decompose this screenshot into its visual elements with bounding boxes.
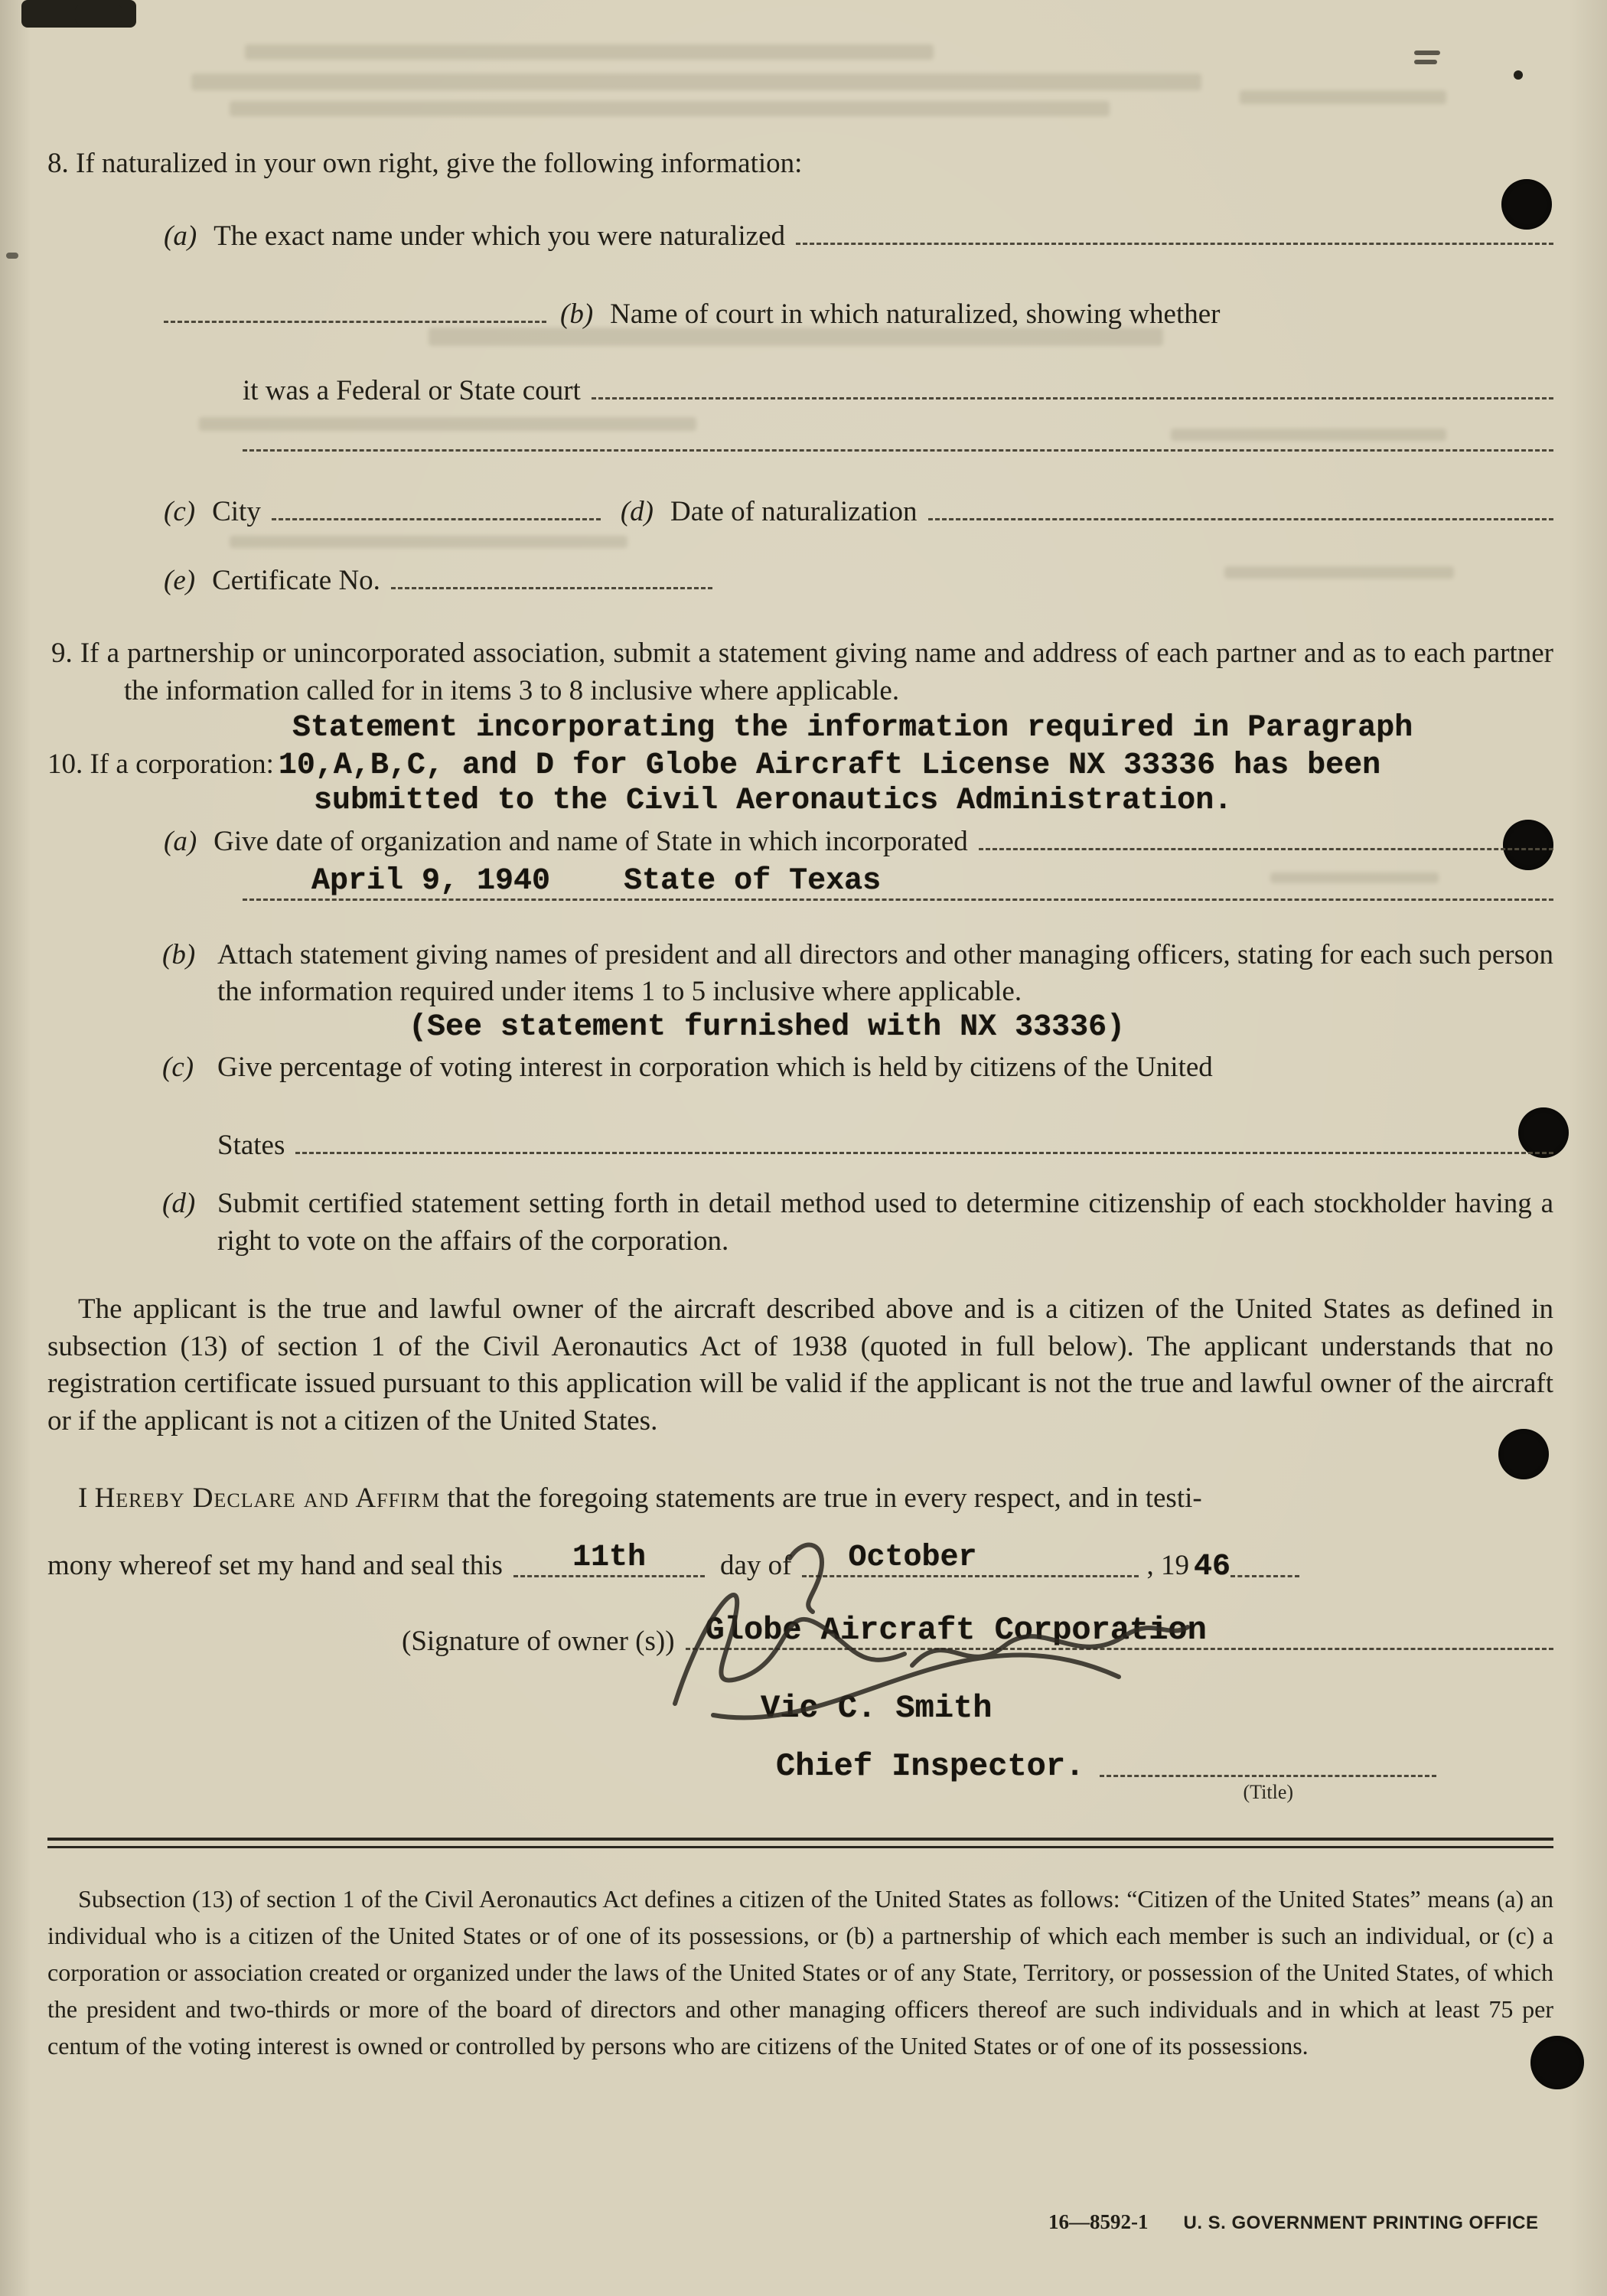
item-8b-blank-row (243, 449, 1553, 457)
bleedthrough (191, 73, 1201, 90)
typed-statement-note: (See statement furnished with NX 33336) (409, 1010, 1126, 1045)
item-8b-blank (592, 397, 1553, 400)
item-8b-cont-row (243, 377, 1553, 405)
affirm-line2-pre: mony whereof set my hand and seal this (47, 1549, 503, 1581)
item-8a-text: The exact name under which you were naturalized (214, 220, 786, 252)
item-10d-paragraph (162, 1186, 1553, 1261)
item-10a-label: (a) (164, 825, 197, 857)
month-blank (802, 1540, 1139, 1577)
item-8e-label: (e) (164, 565, 196, 596)
scan-smudge (6, 253, 18, 259)
owner-declaration-paragraph: The applicant is the true and lawful owner of the aircraft described above and is a citizen of the United States as defined in subsection (13) of section 1 of the Civil Aeronautics Act of 1938 (quoted in full below). The applicant understands that no registration certificate issued pursuant to this application will be valid if the applicant is not the true and lawful owner of the aircraft or if the applicant is not a citizen of the United States. (47, 1293, 1553, 1437)
item-8e-row (164, 566, 1553, 595)
item-8d-text: Date of naturalization (670, 496, 918, 527)
item-10b-label: (b) (162, 938, 196, 970)
item-10c-answer-row (217, 1130, 1553, 1162)
item-8d-blank (928, 518, 1553, 520)
item-8c-label: (c) (164, 496, 196, 527)
title-row (776, 1747, 1553, 1803)
item-10a-text: Give date of organization and name of State in which incorporated (214, 825, 968, 857)
typed-signer-name: Vic C. Smith (761, 1689, 993, 1727)
signature-label: (Signature of owner (s)) (402, 1625, 675, 1657)
item-8-heading: 8. If naturalized in your own right, give the following information: (47, 148, 803, 179)
title-caption: (Title) (1243, 1780, 1294, 1803)
item-8cd-row (164, 497, 1553, 526)
typed-day: 11th (572, 1540, 646, 1575)
item-8a-row (164, 222, 1553, 250)
item-10c-blank (295, 1152, 1553, 1154)
bleedthrough (245, 44, 934, 60)
year-blank (1231, 1575, 1299, 1577)
scan-smudge (1514, 70, 1523, 80)
item-10b-paragraph (162, 937, 1553, 1012)
item-10b-text: Attach statement giving names of president and all directors and other managing officers, stating for each such person the information required under items 1 to 5 inclusive where applicable. (217, 938, 1553, 1008)
item-8d-label: (d) (620, 496, 654, 527)
item-10a-answer-blank (243, 863, 1553, 901)
item-8c-blank (272, 518, 601, 520)
item-8e-blank (391, 587, 712, 589)
item-10-intro-row (47, 750, 1553, 781)
item-10a-answer-row (243, 863, 1553, 906)
typed-date-state: April 9, 1940 State of Texas (311, 863, 882, 899)
item-10d-label: (d) (162, 1188, 196, 1220)
item-8b-cont-text: it was a Federal or State court (243, 375, 581, 406)
signature-blank (686, 1611, 1553, 1650)
affirm-lead: I (78, 1482, 95, 1515)
item-10a-blank (979, 848, 1553, 850)
year-prefix: , 19 (1146, 1549, 1189, 1581)
item-8c-text: City (212, 496, 261, 527)
typed-statement-line3: submitted to the Civil Aeronautics Administration. (314, 783, 1233, 818)
signature-row (402, 1611, 1553, 1657)
section-divider-rule (47, 1838, 1553, 1848)
typed-month: October (848, 1540, 977, 1575)
item-9-paragraph: 9. If a partnership or unincorporated association, submit a statement giving name and address of each partner and as to each partner the information called for in items 3 to 8 inclusive where applicable. (51, 638, 1553, 706)
item-8a-label: (a) (164, 220, 197, 252)
title-blank (1100, 1775, 1436, 1803)
scan-smudge (1414, 60, 1437, 64)
day-of-text: day of (719, 1549, 792, 1581)
form-content (47, 149, 1553, 2064)
typed-statement-line1: Statement incorporating the information required in Paragraph (292, 710, 1413, 745)
item-8b-label: (b) (560, 298, 594, 330)
typed-statement-line2: 10,A,B,C, and D for Globe Aircraft License NX 33336 has been (278, 748, 1381, 783)
item-10c-cont: States (217, 1130, 285, 1162)
typed-signer-title: Chief Inspector. (776, 1747, 1085, 1785)
item-10c-label: (c) (162, 1052, 194, 1084)
item-10a-row (164, 827, 1553, 856)
day-blank (513, 1540, 705, 1577)
item-10-intro: 10. If a corporation: (47, 748, 274, 780)
affirmation-date-row (47, 1540, 1553, 1584)
scan-smudge (75, 5, 122, 24)
item-10d-text: Submit certified statement setting forth in detail method used to determine citizenship of each stockholder having a right to vote on the affairs of the corporation. (217, 1188, 1553, 1257)
printing-office-label: U. S. GOVERNMENT PRINTING OFFICE (1183, 2213, 1539, 2233)
item-8b-row (164, 300, 1553, 328)
gpo-footer (1048, 2210, 1539, 2234)
affirm-smallcaps: Hereby Declare and Affirm (94, 1482, 441, 1515)
item-8b-text: Name of court in which naturalized, showing whether (610, 298, 1221, 330)
typed-company: Globe Aircraft Corporation (705, 1611, 1207, 1649)
item-8b-blank2 (243, 449, 1553, 452)
bleedthrough (1240, 90, 1446, 104)
affirm-rest: that the foregoing statements are true in every respect, and in testi- (440, 1482, 1202, 1515)
subsection-definition-paragraph: Subsection (13) of section 1 of the Civil Aeronautics Act defines a citizen of the United States as follows: “Citizen of the United States” means (a) an individual who is a citizen of the United States or of one of its possessions, or (b) a partnership of which each member is such an individual, or (c) a corporation or association created or organized under the laws of the United States or of any State, Territory, or possession of the United States, of which the president and two-thirds or more of the board of directors and other managing officers thereof are such individuals and in which at least 75 per centum of the voting interest is owned or controlled by persons who are citizens of the United States or of one of its possessions. (47, 1884, 1553, 2060)
item-10c-text: Give percentage of voting interest in corporation which is held by citizens of the United (217, 1052, 1213, 1084)
scan-smudge (1414, 51, 1440, 55)
item-8e-text: Certificate No. (212, 565, 380, 596)
bleedthrough (230, 101, 1110, 116)
typed-year: 46 (1193, 1549, 1231, 1584)
affirmation-line1 (47, 1480, 1553, 1518)
item-8b-lead-blank (164, 321, 546, 323)
item-10c-paragraph (162, 1049, 1553, 1087)
item-8a-blank (796, 243, 1553, 245)
form-number: 16—8592-1 (1048, 2210, 1149, 2233)
signature-block (47, 1611, 1553, 1803)
